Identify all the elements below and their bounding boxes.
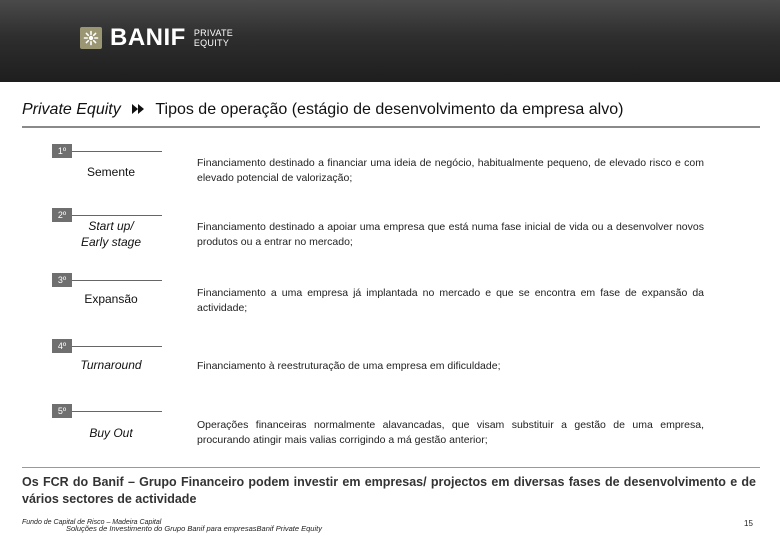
stage-name: Buy Out [89,426,133,440]
page-number: 15 [744,519,753,528]
stage-description: Financiamento a uma empresa já implantada no mercado e que se encontra em fase de expansão da actividade; [197,287,704,314]
stage-description: Financiamento destinado a apoiar uma empresa que está numa fase inicial de vida ou a desenvolver novos produtos ou a entrar no mercado; [197,221,704,248]
stage-description: Financiamento à reestruturação de uma empresa em dificuldade; [197,360,501,372]
stage-description: Financiamento destinado a financiar uma ideia de negócio, habitualmente pequeno, de elevado risco e com elevado potencial de valorização; [197,157,704,184]
banif-emblem-icon [80,27,102,49]
stage-connector-line [72,215,162,216]
brand-name: BANIF [110,24,186,51]
stage-connector-line [72,346,162,347]
double-right-arrow-icon [131,102,145,120]
stage-connector-line [72,151,162,152]
stage-number-badge: 3º [52,273,72,287]
footer-caption: Soluções de Investimento do Grupo Banif para empresasBanif Private Equity [66,524,322,533]
stage-number-badge: 2º [52,208,72,222]
banif-logo [80,26,233,50]
brand-sub-equity: EQUITY [193,38,230,48]
title-divider [22,126,760,128]
stage-description: Operações financeiras normalmente alavancadas, que visam substituir a gestão de uma empresa, procurando atingir mais valias corrigindo a má gestão anterior; [197,419,704,446]
stage-name: Turnaround [80,358,142,372]
title-prefix: Private Equity [22,101,121,118]
stage-connector-line [72,280,162,281]
stage-name: Semente [86,165,136,179]
stage-name: Early stage [80,235,142,249]
header-banner [0,0,780,82]
stage-name: Expansão [84,292,138,306]
title-text: Tipos de operação (estágio de desenvolvimento da empresa alvo) [155,101,624,118]
stage-number-badge: 5º [52,404,72,418]
page-title [22,101,623,120]
summary-text: Os FCR do Banif – Grupo Financeiro podem investir em empresas/ projectos em diversas fases de desenvolvimento e de vários sectores de actividade [22,475,756,506]
stage-name: Start up/ [88,219,134,233]
brand-sub-private: PRIVATE [193,28,234,38]
stage-number-badge: 1º [52,144,72,158]
stage-connector-line [72,411,162,412]
stage-number-badge: 4º [52,339,72,353]
summary-divider [22,467,760,468]
brand-subtitle [194,28,233,48]
footer-fund-name: Fundo de Capital de Risco – Madeira Capital [22,519,162,526]
